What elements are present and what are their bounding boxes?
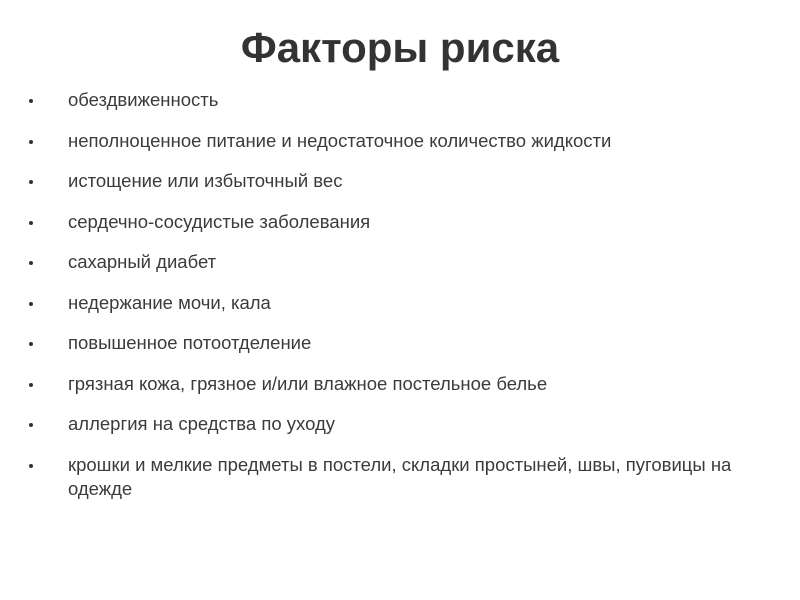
list-item [28, 291, 768, 315]
list-item-text: истощение или избыточный вес [68, 170, 343, 191]
bullet-icon [29, 140, 33, 144]
bullet-icon [29, 99, 33, 103]
slide-title: Факторы риска [240, 24, 560, 71]
bullet-icon [29, 464, 33, 468]
list-item-text: повышенное потоотделение [68, 332, 312, 353]
list-item [28, 169, 768, 193]
list-item-text: сердечно-сосудистые заболевания [68, 210, 371, 232]
list-item-text: грязная кожа, грязное и/или влажное постельное белье [68, 372, 548, 394]
risk-factors-list [28, 88, 768, 517]
bullet-icon [29, 221, 33, 225]
bullet-icon [29, 180, 33, 184]
bullet-icon [29, 302, 33, 306]
list-item [28, 372, 768, 396]
bullet-icon [29, 423, 33, 427]
list-item-text: крошки и мелкие предметы в постели, складки простыней, швы, пуговицы на одежде [68, 453, 732, 499]
list-item-text: сахарный диабет [68, 251, 217, 272]
list-item [28, 331, 768, 355]
list-item [28, 129, 768, 153]
bullet-icon [29, 261, 33, 265]
list-item-text: неполноценное питание и недостаточное количество жидкости [68, 129, 612, 151]
bullet-icon [29, 342, 33, 346]
list-item [28, 453, 768, 501]
list-item-text: недержание мочи, кала [68, 291, 271, 313]
bullet-icon [29, 383, 33, 387]
list-item-text: обездвиженность [68, 89, 219, 110]
list-item [28, 88, 768, 112]
list-item [28, 412, 768, 436]
list-item-text: аллергия на средства по уходу [68, 413, 335, 434]
list-item [28, 210, 768, 234]
list-item [28, 250, 768, 274]
